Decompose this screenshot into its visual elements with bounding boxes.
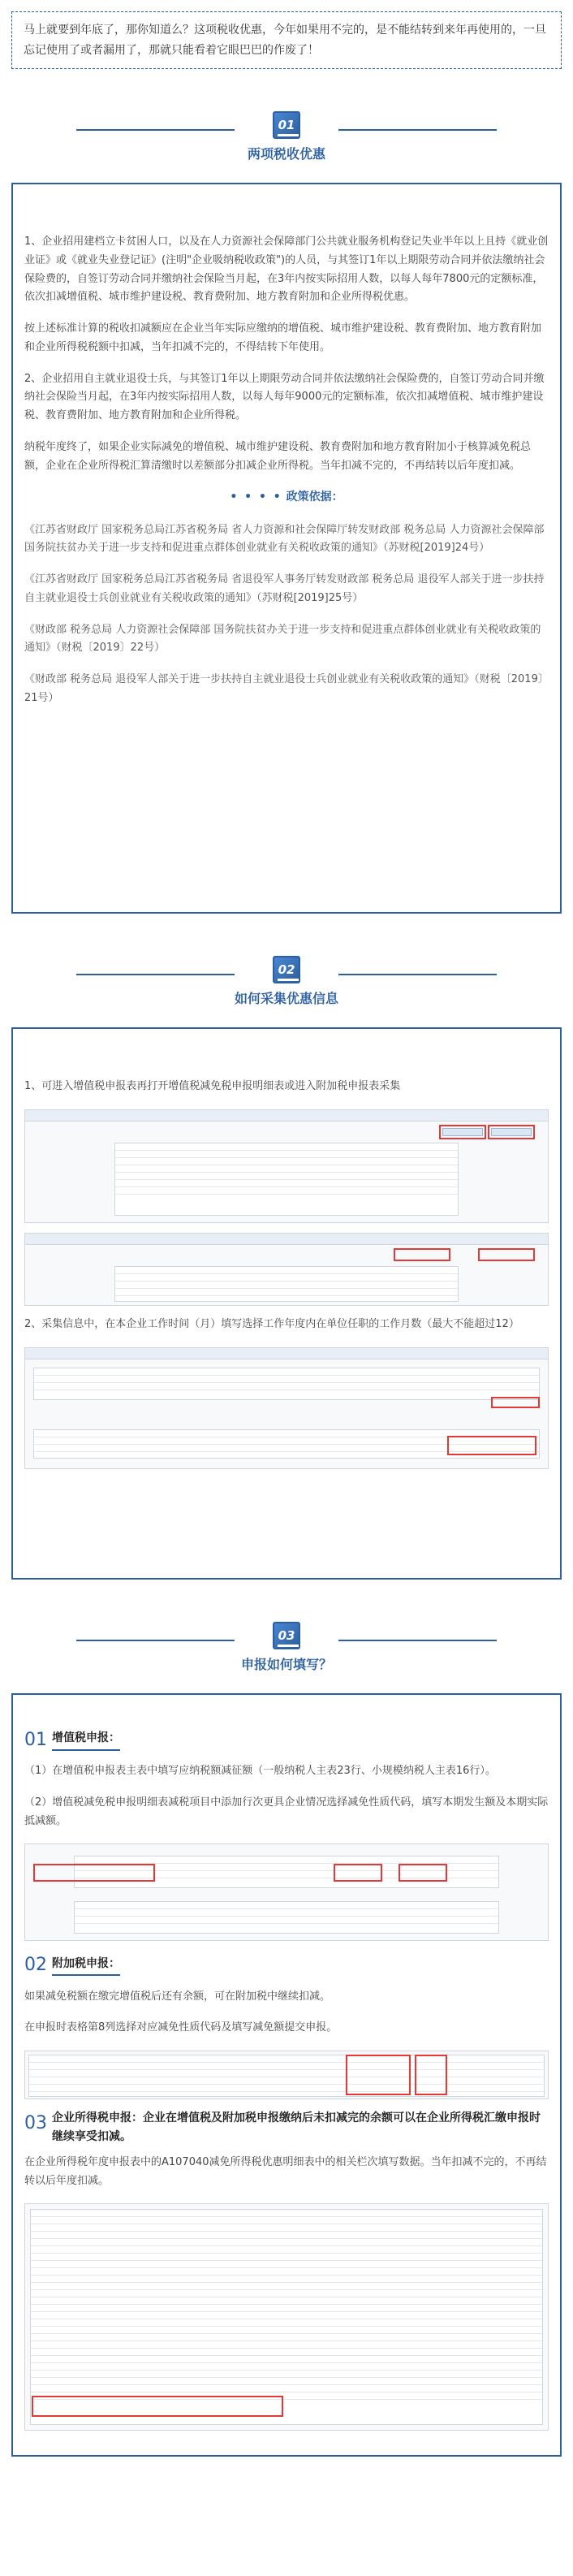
table-row [31, 2312, 542, 2319]
table-row [29, 2063, 544, 2070]
screenshot-toolbar [25, 1110, 548, 1122]
divider-line [338, 974, 497, 975]
table-row [75, 1902, 498, 1909]
policy-reference: 《财政部 税务总局 退役军人部关于进一步扶持自主就业退役士兵创业就业有关税收政策的通知》（财税〔2019〕21号） [24, 673, 549, 704]
highlight-box [439, 1125, 486, 1139]
table-row [31, 2283, 542, 2290]
table-row [31, 2261, 542, 2268]
paragraph: 1、企业招用建档立卡贫困人口，以及在人力资源社会保障部门公共就业服务机构登记失业半年以上且持《就业创业证》或《就业失业登记证》(注明"企业吸纳税收政策")的人员，与其签订1年以上期限劳动合同并依法缴纳社会保险费的，自签订劳动合同并缴纳社会保险当月起，在3年内按实际招用人数，以每人每年7800元的定额标准，依次扣减增值税、城市维护建设税、教育费附加、地方教育附加和企业所得税优惠。 [24, 236, 549, 304]
table-row [31, 2356, 542, 2363]
decorative-dots: • • • • [230, 491, 282, 504]
table-row [31, 2224, 542, 2232]
paragraph: 如果减免税额在缴完增值税后还有余额，可在附加税中继续扣减。 [24, 1990, 331, 2003]
screenshot-table [114, 1266, 459, 1302]
highlight-box [32, 2396, 283, 2417]
table-row [115, 1289, 458, 1296]
table-row [115, 1158, 458, 1165]
policy-reference: 《江苏省财政厅 国家税务总局江苏省税务局 省人力资源和社会保障厅转发财政部 税务总局 人力资源社会保障部 国务院扶贫办关于进一步支持和促进重点群体创业就业有关税收政策的通知》（苏财税[2019]24号） [24, 523, 545, 555]
table-row [31, 2371, 542, 2378]
policy-reference: 《江苏省财政厅 国家税务总局江苏省税务局 省退役军人事务厅转发财政部 税务总局 退役军人部关于进一步扶持自主就业退役士兵创业就业有关税收政策的通知》（苏财税[2019]25号） [24, 573, 545, 604]
table-row [29, 2070, 544, 2077]
table-row [31, 2217, 542, 2224]
table-row [34, 1376, 539, 1383]
screenshot-surcharge-form [24, 2051, 549, 2099]
table-row [34, 1383, 539, 1390]
highlight-box [488, 1125, 535, 1139]
divider-line [338, 129, 497, 131]
table-row [75, 1917, 498, 1924]
screenshot-vat-main-form [24, 1843, 549, 1941]
screenshot-table [114, 1143, 459, 1216]
screenshot-toolbar [25, 1348, 548, 1359]
table-row [31, 2334, 542, 2341]
section-2-heading [11, 931, 562, 1027]
highlight-box [334, 1864, 382, 1882]
table-row [75, 1909, 498, 1917]
table-row [31, 2305, 542, 2312]
sub-label: 附加税申报： [52, 1955, 120, 1976]
table-row [31, 2385, 542, 2392]
table-row [115, 1274, 458, 1282]
table-row [31, 2254, 542, 2261]
sub-label: 增值税申报： [52, 1729, 120, 1750]
table-row [31, 2363, 542, 2371]
section-3-box [11, 1693, 562, 2457]
sub-heading [24, 2109, 549, 2146]
divider-line [338, 1640, 497, 1641]
table-row [31, 2327, 542, 2334]
table-row [31, 2290, 542, 2297]
sub-heading [24, 1951, 549, 1979]
table-row [31, 2378, 542, 2385]
paragraph: 在企业所得税年度申报表中的A107040减免所得税优惠明细表中的相关栏次填写数据。当年扣减不完的，不再结转以后年度扣减。 [24, 2155, 547, 2187]
paragraph: 1、可进入增值税申报表再打开增值税减免税申报明细表或进入附加税申报表采集 [24, 1080, 401, 1092]
section-number-badge: 03 [273, 1622, 300, 1649]
screenshot-toolbar [25, 1234, 548, 1245]
paragraph: 按上述标准计算的税收扣减额应在企业当年实际应缴纳的增值税、城市维护建设税、教育费附加、地方教育附加和企业所得税税额中扣减，当年扣减不完的，不得结转下年使用。 [24, 322, 542, 353]
highlight-box [399, 1864, 447, 1882]
sub-label: 企业所得税申报：企业在增值税及附加税申报缴纳后未扣减完的余额可以在企业所得税汇缴申报时继续享受扣减。 [52, 2111, 541, 2143]
table-row [31, 2319, 542, 2327]
table-row [31, 2239, 542, 2246]
divider-line [76, 1640, 235, 1641]
highlight-box [394, 1248, 450, 1261]
table-row [115, 1151, 458, 1158]
table-row [31, 2232, 542, 2239]
table-row [115, 1180, 458, 1187]
table-row [115, 1143, 458, 1151]
paragraph: 2、企业招用自主就业退役士兵，与其签订1年以上期限劳动合同并依法缴纳社会保险费的，自签订劳动合同并缴纳社会保险当月起，在3年内按实际招用人数，以每人每年9000元的定额标准，依次扣减增值税、城市维护建设税、教育费附加、地方教育附加和企业所得税。 [24, 372, 545, 421]
paragraph: （1）在增值税申报表主表中填写应纳税额减征额（一般纳税人主表23行、小规模纳税人主表16行）。 [24, 1765, 496, 1778]
paragraph: （2）增值税减免税申报明细表减税项目中添加行次更具企业情况选择减免性质代码，填写本期发生额及本期实际抵减额。 [24, 1796, 549, 1827]
screenshot-info-collection [24, 1347, 549, 1469]
table-row [115, 1187, 458, 1195]
section-title: 两项税收优惠 [247, 146, 325, 162]
table-row [115, 1173, 458, 1180]
screenshot-vat-return [24, 1109, 549, 1223]
screenshot-table [74, 1901, 499, 1934]
table-row [115, 1165, 458, 1173]
sub-number: 02 [24, 1955, 47, 1976]
section-3-heading [11, 1597, 562, 1693]
table-row [115, 1282, 458, 1289]
table-row [31, 2341, 542, 2349]
table-row [31, 2246, 542, 2254]
highlight-box [415, 2055, 447, 2095]
highlight-box [346, 2055, 411, 2095]
highlight-box [33, 1864, 155, 1882]
table-row [29, 2055, 544, 2063]
screenshot-table [33, 1368, 540, 1400]
screenshot-table [28, 2055, 545, 2097]
screenshot-relief-detail [24, 1233, 549, 1306]
section-1-heading [11, 87, 562, 183]
table-row [29, 2085, 544, 2092]
screenshot-table [30, 2209, 543, 2425]
sub-number: 01 [24, 1730, 47, 1750]
intro-text: 马上就要到年底了，那你知道么？这项税收优惠，今年如果用不完的，是不能结转到来年再使用的，一旦忘记使用了或者漏用了，那就只能看着它眼巴巴的作废了！ [11, 11, 562, 69]
policy-reference: 《财政部 税务总局 人力资源社会保障部 国务院扶贫办关于进一步支持和促进重点群体创业就业有关税收政策的通知》（财税〔2019〕22号） [24, 623, 541, 655]
policy-basis-title [24, 488, 549, 506]
table-row [115, 1267, 458, 1274]
table-row [31, 2297, 542, 2305]
table-row [75, 1856, 498, 1864]
table-row [31, 2268, 542, 2276]
section-number-badge: 02 [273, 956, 300, 983]
highlight-box [491, 1397, 540, 1408]
highlight-box [447, 1436, 536, 1455]
table-row [31, 2349, 542, 2356]
table-row [34, 1368, 539, 1376]
policy-basis-label: 政策依据： [286, 491, 343, 504]
paragraph: 纳税年度终了，如果企业实际减免的增值税、城市维护建设税、教育费附加和地方教育附加小于核算减免税总额，企业在企业所得税汇算清缴时以差额部分扣减企业所得税。当年扣减不完的，不再结转以后年度扣减。 [24, 440, 532, 472]
table-row [29, 2077, 544, 2085]
paragraph: 2、采集信息中，在本企业工作时间（月）填写选择工作年度内在单位任职的工作月数（最大不能超过12） [24, 1317, 519, 1330]
divider-line [76, 129, 235, 131]
screenshot-a107040-form [24, 2203, 549, 2431]
section-2-box [11, 1027, 562, 1580]
section-number-badge: 01 [273, 111, 300, 139]
table-row [31, 2276, 542, 2283]
divider-line [76, 974, 235, 975]
section-title: 如何采集优惠信息 [234, 991, 338, 1006]
sub-number: 03 [24, 2113, 47, 2134]
paragraph: 在申报时表格第8列选择对应减免性质代码及填写减免额提交申报。 [24, 2021, 338, 2034]
highlight-box [478, 1248, 535, 1261]
table-row [31, 2210, 542, 2217]
sub-heading [24, 1726, 549, 1754]
section-title: 申报如何填写？ [240, 1657, 332, 1672]
section-1-box [11, 183, 562, 914]
